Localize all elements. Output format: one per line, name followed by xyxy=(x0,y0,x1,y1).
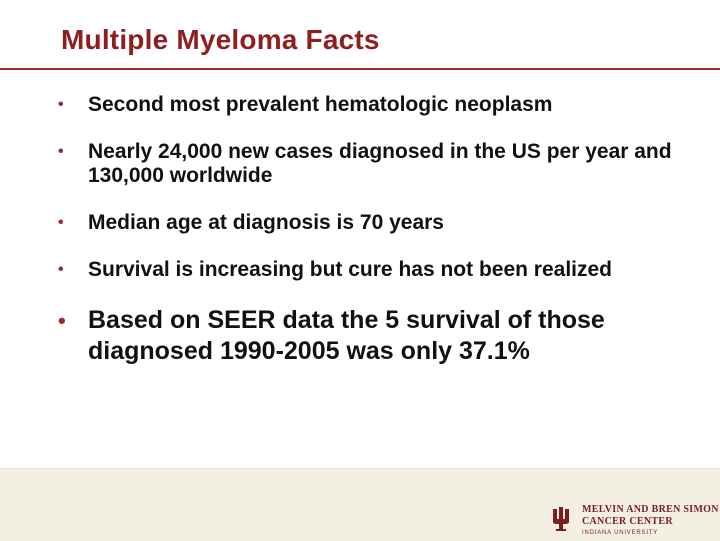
footer-band xyxy=(0,468,720,541)
bullet-dot-icon: • xyxy=(58,214,64,231)
logo-line-2: CANCER CENTER xyxy=(582,516,673,527)
bullet-text: Median age at diagnosis is 70 years xyxy=(88,211,444,234)
bullet-dot-icon: • xyxy=(58,261,64,278)
bullet-text: Based on SEER data the 5 survival of those diagnosed 1990-2005 was only 37.1% xyxy=(88,306,605,365)
bullet-item xyxy=(58,211,678,235)
logo-line-3: INDIANA UNIVERSITY xyxy=(582,530,659,536)
bullet-dot-icon: • xyxy=(58,96,64,113)
bullet-item xyxy=(58,140,678,188)
slide-title: Multiple Myeloma Facts xyxy=(61,24,380,55)
bullet-dot-icon: • xyxy=(58,143,64,160)
bullet-list xyxy=(58,93,678,367)
bullet-text: Survival is increasing but cure has not been realized xyxy=(88,258,613,281)
bullet-item xyxy=(58,305,678,367)
bullet-item xyxy=(58,258,678,282)
bullet-dot-icon: • xyxy=(58,308,66,333)
bullet-item xyxy=(58,93,678,117)
cancer-center-logo xyxy=(582,504,719,538)
logo-line-1: MELVIN AND BREN SIMON xyxy=(582,504,719,515)
bullet-text: Second most prevalent hematologic neoplasm xyxy=(88,93,553,116)
trident-icon xyxy=(551,505,571,533)
title-divider xyxy=(0,68,720,70)
bullet-text: Nearly 24,000 new cases diagnosed in the US per year and 130,000 worldwide xyxy=(88,140,672,187)
